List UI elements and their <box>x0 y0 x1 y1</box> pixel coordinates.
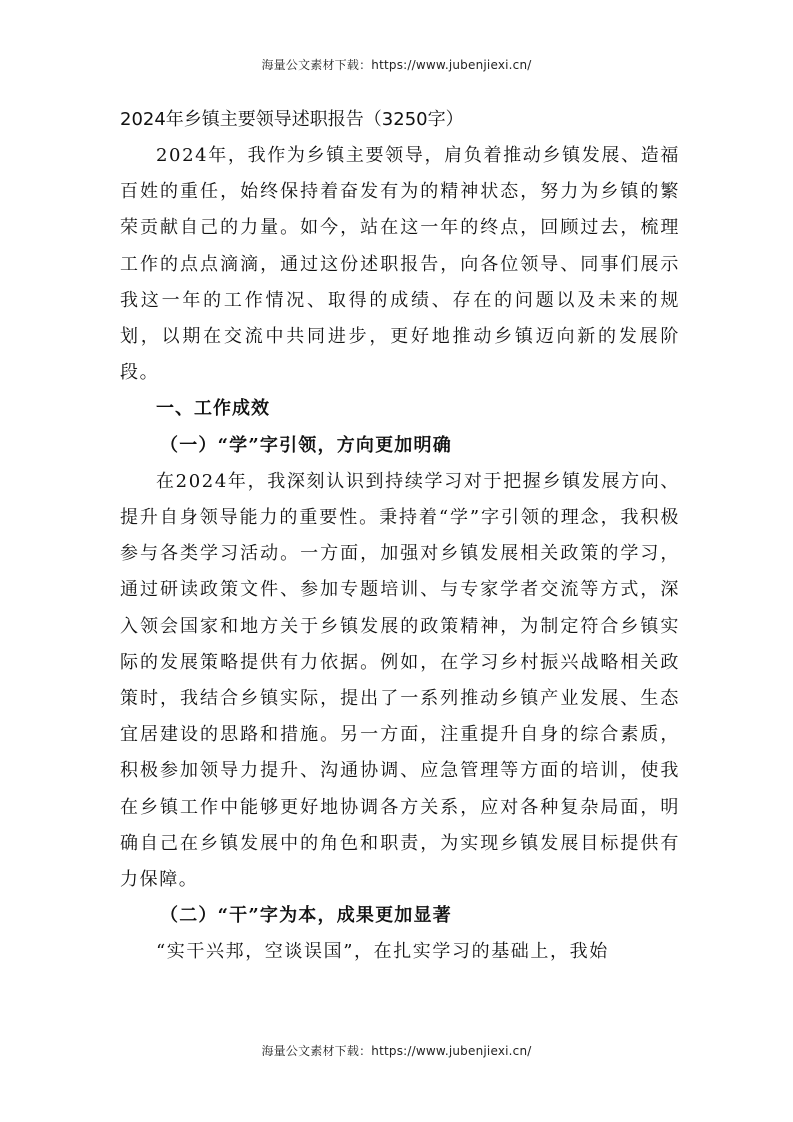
subsection-heading-action: （二）“干”字为本，成果更加显著 <box>160 905 452 927</box>
section-heading-work-results: 一、工作成效 <box>156 398 270 420</box>
page-header: 海量公文素材下载：https://www.jubenjiexi.cn/ <box>261 58 532 72</box>
page-footer: 海量公文素材下载：https://www.jubenjiexi.cn/ <box>261 1044 532 1058</box>
document-title: 2024年乡镇主要领导述职报告（3250字） <box>120 109 464 130</box>
action-paragraph: “实干兴邦，空谈误国”，在扎实学习的基础上，我始 <box>156 941 609 963</box>
study-paragraph: 在2024年，我深刻认识到持续学习对于把握乡镇发展方向、提升自身领导能力的重要性。秉持着“学”字引领的理念，我积极参与各类学习活动。一方面，加强对乡镇发展相关政策的学习，通过研读政策文件、参加专题培训、与专家学者交流等方式，深入领会国家和地方关于乡镇发展的政策精神，为制定符合乡镇实际的发展策略提供有力依据。例如，在学习乡村振兴战略相关政策时，我结合乡镇实际，提出了一系列推动乡镇产业发展、生态宜居建设的思路和措施。另一方面，注重提升自身的综合素质，积极参加领导力提升、沟通协调、应急管理等方面的培训，使我在乡镇工作中能够更好地协调各方关系，应对各种复杂局面，明确自己在乡镇发展中的角色和职责，为实现乡镇发展目标提供有力保障。 <box>120 470 680 891</box>
subsection-heading-study: （一）“学”字引领，方向更加明确 <box>160 434 452 456</box>
document-body <box>120 102 680 971</box>
intro-paragraph: 2024年，我作为乡镇主要领导，肩负着推动乡镇发展、造福百姓的重任，始终保持着奋发有为的精神状态，努力为乡镇的繁荣贡献自己的力量。如今，站在这一年的终点，回顾过去，梳理工作的点点滴滴，通过这份述职报告，向各位领导、同事们展示我这一年的工作情况、取得的成绩、存在的问题以及未来的规划，以期在交流中共同进步，更好地推动乡镇迈向新的发展阶段。 <box>120 145 680 384</box>
